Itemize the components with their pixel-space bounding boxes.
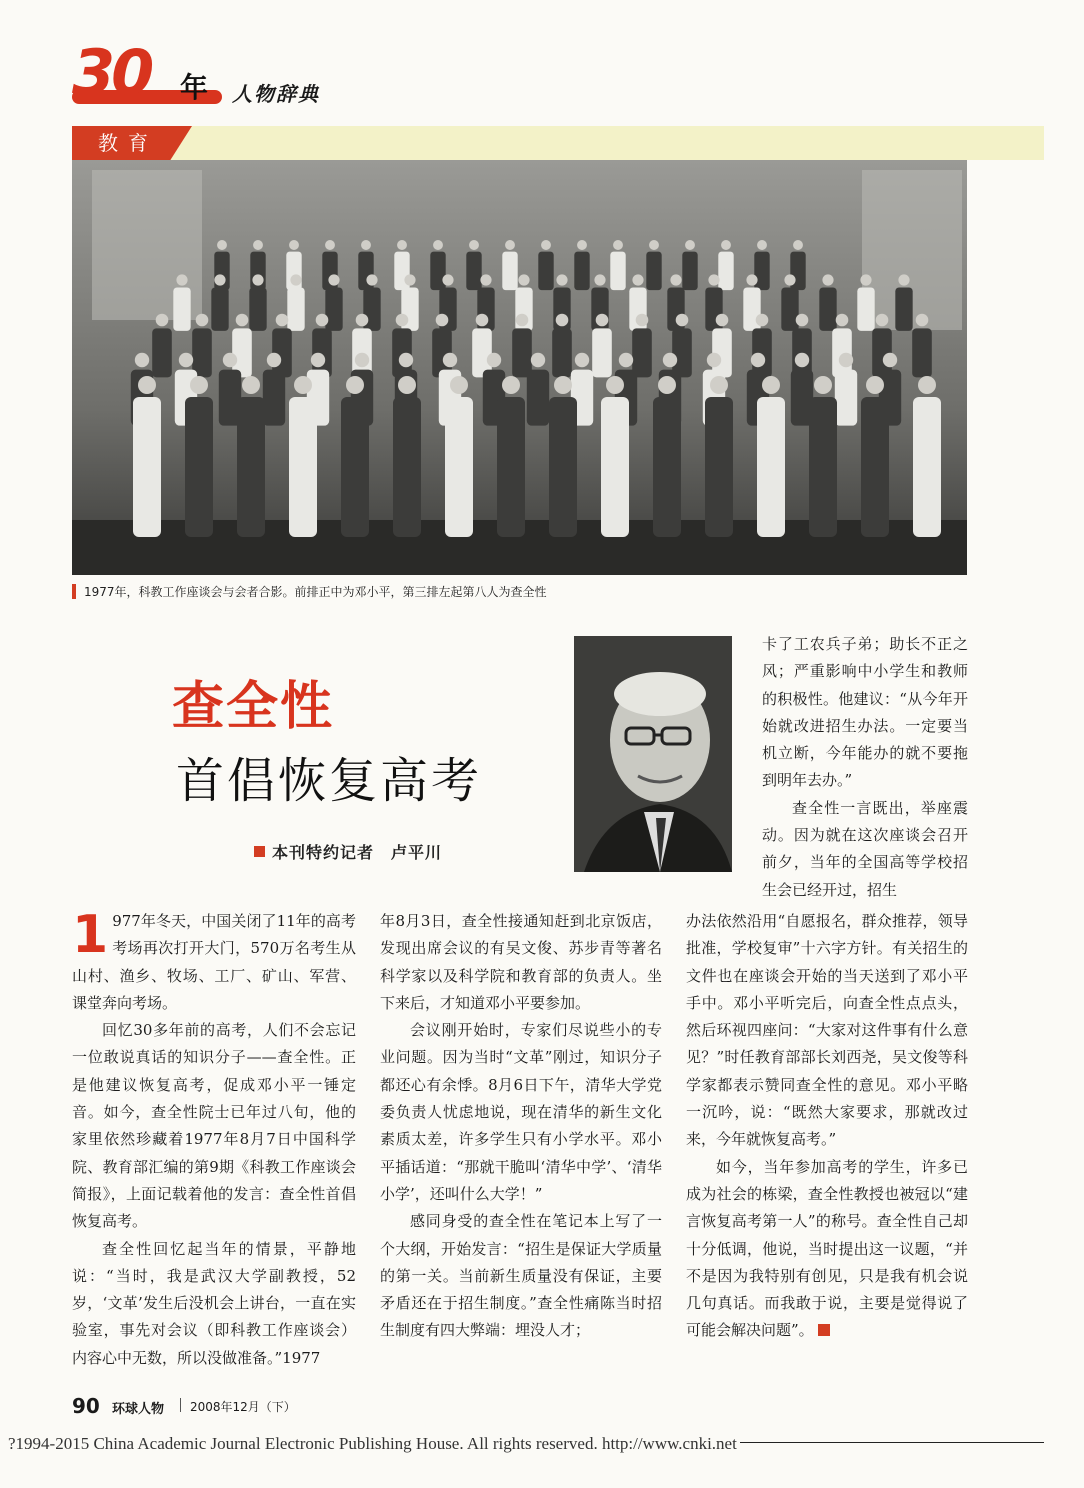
person-head bbox=[505, 240, 515, 250]
person-head bbox=[822, 274, 833, 285]
person-body bbox=[646, 252, 661, 291]
person-head bbox=[487, 353, 501, 367]
person-head bbox=[756, 314, 769, 327]
person-body bbox=[705, 397, 733, 537]
person-head bbox=[236, 314, 249, 327]
article-column-2 bbox=[380, 908, 662, 1345]
person-head bbox=[253, 240, 263, 250]
group-photo bbox=[72, 160, 967, 575]
person-body bbox=[393, 397, 421, 537]
person-body bbox=[632, 328, 652, 377]
person-head bbox=[325, 240, 335, 250]
person-body bbox=[610, 252, 625, 291]
person-head bbox=[918, 376, 936, 394]
person-head bbox=[518, 274, 529, 285]
person-body bbox=[527, 370, 549, 426]
section-label: 人物辞典 bbox=[232, 82, 320, 106]
person-head bbox=[316, 314, 329, 327]
person-head bbox=[190, 376, 208, 394]
person-head bbox=[442, 274, 453, 285]
person-head bbox=[214, 274, 225, 285]
person-body bbox=[549, 397, 577, 537]
person-head bbox=[793, 240, 803, 250]
anniversary-logo bbox=[72, 38, 212, 108]
person-body bbox=[835, 370, 857, 426]
person-head bbox=[876, 314, 889, 327]
magazine-name: 环球人物 bbox=[112, 1402, 165, 1417]
end-mark-icon bbox=[818, 1324, 830, 1336]
footer-separator bbox=[180, 1398, 181, 1412]
person-head bbox=[883, 353, 897, 367]
paragraph: 年8月3日，查全性接通知赶到北京饭店，发现出席会议的有吴文俊、苏步青等著名科学家以及科学院和教育部的负责人。坐下来后，才知道邓小平要参加。 bbox=[380, 912, 662, 1012]
person-body bbox=[512, 328, 532, 377]
article-column-3-bottom bbox=[686, 908, 968, 1345]
person-body bbox=[682, 252, 697, 291]
person-body bbox=[502, 252, 517, 291]
person-head bbox=[716, 314, 729, 327]
person-head bbox=[398, 376, 416, 394]
person-body bbox=[754, 252, 769, 291]
person-body bbox=[237, 397, 265, 537]
person-head bbox=[294, 376, 312, 394]
person-head bbox=[355, 353, 369, 367]
person-head bbox=[290, 274, 301, 285]
person-body bbox=[133, 397, 161, 537]
issue-date: 2008年12月（下） bbox=[190, 1400, 296, 1414]
person-head bbox=[632, 274, 643, 285]
copyright-notice: ?1994-2015 China Academic Journal Electronic Publishing House. All rights reserved. http://www.cnki.net bbox=[8, 1434, 737, 1453]
person-head bbox=[721, 240, 731, 250]
byline: 本刊特约记者 卢平川 bbox=[272, 843, 443, 862]
person-body bbox=[757, 397, 785, 537]
person-body bbox=[466, 252, 481, 291]
person-head bbox=[361, 240, 371, 250]
dropcap: 1 bbox=[72, 905, 109, 965]
paragraph: 办法依然沿用“自愿报名，群众推荐，领导批准，学校复审”十六字方针。有关招生的文件也在座谈会开始的当天送到了邓小平手中。邓小平听完后，向查全性点点头，然后环视四座问：“大家对这件事有什么意见？”时任教育部部长刘西尧，吴文俊等科学家都表示赞同查全性的意见。邓小平略一沉吟，说：“既然大家要求，那就改过来，今年就恢复高考。” bbox=[686, 912, 968, 1149]
paragraph: 卡了工农兵子弟；助长不正之风；严重影响中小学生和教师的积极性。他建议：“从今年开始就改进招生办法。一定要当机立断，今年能办的就不要拖到明年去办。” bbox=[762, 635, 968, 790]
person-head bbox=[276, 314, 289, 327]
title-name: 查全性 bbox=[172, 677, 335, 737]
person-head bbox=[541, 240, 551, 250]
person-head bbox=[267, 353, 281, 367]
caption-marker bbox=[72, 584, 76, 599]
person-head bbox=[289, 240, 299, 250]
person-body bbox=[819, 287, 836, 330]
person-body bbox=[325, 287, 342, 330]
paragraph: 查全性一言既出，举座震动。因为就在这次座谈会召开前夕，当年的全国高等学校招生会已经开过，招生 bbox=[762, 798, 968, 899]
person-head bbox=[751, 353, 765, 367]
logo-number: 30 bbox=[72, 36, 151, 109]
person-head bbox=[311, 353, 325, 367]
person-head bbox=[762, 376, 780, 394]
person-head bbox=[516, 314, 529, 327]
person-body bbox=[341, 397, 369, 537]
person-head bbox=[443, 353, 457, 367]
article-column-3-top bbox=[762, 631, 968, 904]
person-head bbox=[836, 314, 849, 327]
person-body bbox=[592, 328, 612, 377]
person-body bbox=[173, 287, 190, 330]
paragraph: 感同身受的查全性在笔记本上写了一个大纲，开始发言：“招生是保证大学质量的第一关。当前新生质量没有保证，主要矛盾还在于招生制度。”查全性痛陈当时招生制度有四大弊端：埋没人才； bbox=[380, 1212, 662, 1340]
person-body bbox=[152, 328, 172, 377]
person-head bbox=[450, 376, 468, 394]
person-body bbox=[895, 287, 912, 330]
person-body bbox=[211, 287, 228, 330]
person-head bbox=[866, 376, 884, 394]
person-head bbox=[685, 240, 695, 250]
person-head bbox=[663, 353, 677, 367]
person-head bbox=[898, 274, 909, 285]
person-head bbox=[814, 376, 832, 394]
person-head bbox=[476, 314, 489, 327]
paragraph: 回忆30多年前的高考，人们不会忘记一位敢说真话的知识分子——查全性。正是他建议恢复高考，促成邓小平一锤定音。如今，查全性院士已年过八旬，他的家里依然珍藏着1977年8月7日中国科学院、教育部汇编的第9期《科教工作座谈会简报》，上面记载着他的发言：查全性首倡恢复高考。 bbox=[72, 1021, 356, 1231]
paragraph bbox=[686, 1154, 968, 1345]
person-head bbox=[404, 274, 415, 285]
person-head bbox=[242, 376, 260, 394]
person-body bbox=[430, 252, 445, 291]
person-head bbox=[179, 353, 193, 367]
person-head bbox=[916, 314, 929, 327]
paragraph bbox=[72, 905, 356, 1017]
person-head bbox=[757, 240, 767, 250]
person-head bbox=[636, 314, 649, 327]
person-head bbox=[502, 376, 520, 394]
person-body bbox=[538, 252, 553, 291]
person-head bbox=[397, 240, 407, 250]
person-body bbox=[263, 370, 285, 426]
person-head bbox=[619, 353, 633, 367]
footer-rule bbox=[740, 1442, 1044, 1443]
photo-caption: 1977年，科教工作座谈会与会者合影。前排正中为邓小平，第三排左起第八人为查全性 bbox=[84, 585, 547, 599]
person-body bbox=[861, 397, 889, 537]
person-head bbox=[594, 274, 605, 285]
person-head bbox=[596, 314, 609, 327]
person-head bbox=[575, 353, 589, 367]
category-label: 教育 bbox=[98, 131, 158, 155]
person-head bbox=[839, 353, 853, 367]
person-head bbox=[784, 274, 795, 285]
person-head bbox=[577, 240, 587, 250]
person-head bbox=[399, 353, 413, 367]
person-head bbox=[328, 274, 339, 285]
person-head bbox=[606, 376, 624, 394]
paragraph-text: 如今，当年参加高考的学生，许多已成为社会的栋梁，查全性教授也被冠以“建言恢复高考第一人”的称号。查全性自己却十分低调，他说，当时提出这一议题，“并不是因为我特别有创见，只是我有机会说几句真话。而我敢于说，主要是觉得说了可能会解决问题”。 bbox=[686, 1157, 968, 1340]
person-head bbox=[676, 314, 689, 327]
person-head bbox=[556, 314, 569, 327]
person-body bbox=[718, 252, 733, 291]
person-head bbox=[135, 353, 149, 367]
portrait-photo bbox=[574, 636, 732, 872]
person-head bbox=[613, 240, 623, 250]
person-body bbox=[912, 328, 932, 377]
person-head bbox=[366, 274, 377, 285]
person-head bbox=[531, 353, 545, 367]
paragraph: 会议刚开始时，专家们尽说些小的专业问题。因为当时“文革”刚过，知识分子都还心有余悸。8月6日下午，清华大学党委负责人忧虑地说，现在清华的新生文化素质太差，许多学生只有小学水平。邓小平插话道：“那就干脆叫‘清华中学’、‘清华小学’，还叫什么大学！” bbox=[380, 1021, 662, 1203]
person-head bbox=[252, 274, 263, 285]
person-head bbox=[346, 376, 364, 394]
paragraph: 查全性回忆起当年的情景，平静地说：“当时，我是武汉大学副教授，52岁，‘文革’发生后没机会上讲台，一直在实验室，事先对会议（即科教工作座谈会）内容心中无数，所以没做准备。”1977 bbox=[72, 1239, 356, 1367]
person-body bbox=[809, 397, 837, 537]
person-head bbox=[708, 274, 719, 285]
article-column-1 bbox=[72, 905, 356, 1372]
person-head bbox=[433, 240, 443, 250]
person-body bbox=[497, 397, 525, 537]
category-bar bbox=[72, 126, 1044, 160]
title-subtitle: 首倡恢复高考 bbox=[176, 753, 483, 809]
person-head bbox=[176, 274, 187, 285]
person-head bbox=[795, 353, 809, 367]
person-head bbox=[710, 376, 728, 394]
person-body bbox=[192, 328, 212, 377]
person-head bbox=[670, 274, 681, 285]
person-body bbox=[185, 397, 213, 537]
person-body bbox=[287, 287, 304, 330]
person-head bbox=[649, 240, 659, 250]
person-head bbox=[746, 274, 757, 285]
person-head bbox=[556, 274, 567, 285]
person-head bbox=[707, 353, 721, 367]
person-head bbox=[658, 376, 676, 394]
logo-nian: 年 bbox=[180, 71, 209, 104]
person-head bbox=[223, 353, 237, 367]
person-head bbox=[860, 274, 871, 285]
person-head bbox=[217, 240, 227, 250]
person-body bbox=[289, 397, 317, 537]
person-head bbox=[196, 314, 209, 327]
person-body bbox=[574, 252, 589, 291]
person-head bbox=[138, 376, 156, 394]
byline-marker bbox=[254, 846, 265, 857]
person-body bbox=[781, 287, 798, 330]
person-body bbox=[249, 287, 266, 330]
person-head bbox=[469, 240, 479, 250]
person-head bbox=[554, 376, 572, 394]
person-body bbox=[601, 397, 629, 537]
person-head bbox=[480, 274, 491, 285]
person-body bbox=[653, 397, 681, 537]
person-head bbox=[356, 314, 369, 327]
person-body bbox=[552, 328, 572, 377]
person-head bbox=[396, 314, 409, 327]
person-head bbox=[436, 314, 449, 327]
person-body bbox=[913, 397, 941, 537]
person-head bbox=[156, 314, 169, 327]
person-body bbox=[857, 287, 874, 330]
person-head bbox=[796, 314, 809, 327]
paragraph-text: 977年冬天，中国关闭了11年的高考考场再次打开大门，570万名考生从山村、渔乡、牧场、工厂、矿山、军营、课堂奔向考场。 bbox=[72, 912, 356, 1012]
page-number: 90 bbox=[72, 1394, 100, 1418]
person-body bbox=[445, 397, 473, 537]
